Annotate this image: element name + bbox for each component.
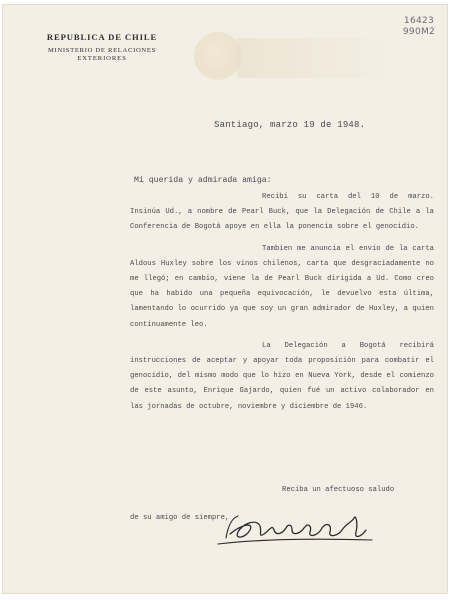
closing-signoff: de su amigo de siempre, bbox=[130, 514, 230, 522]
letterhead bbox=[2, 32, 202, 62]
paragraph-3: La Delegación a Bogotá recibirá instrucciones de aceptar y apoyar toda proposición para combatir el genocidio, del mismo modo que lo hizo en Nueva York, desde el comienzo de este asunto, Enrique Gajardo, quien fué un activo colaborador en las jornadas de octubre, noviembre y diciembre de 1946. bbox=[130, 341, 434, 411]
letter-date: Santiago, marzo 19 de 1948. bbox=[214, 120, 366, 130]
letterhead-ministry: MINISTERIO DE RELACIONES bbox=[47, 47, 156, 54]
archive-reference-line2: 990M2 bbox=[402, 27, 436, 37]
letter-page bbox=[2, 4, 448, 594]
letter-body bbox=[130, 190, 434, 421]
letterhead-country: REPUBLICA DE CHILE bbox=[46, 32, 158, 42]
paragraph-1: Recibí su carta del 10 de marzo. Insinúa Ud., a nombre de Pearl Buck, que la Delegación de Chile a la Conferencia de Bogotá apoye en ella la ponencia sobre el genocidio. bbox=[130, 193, 434, 232]
handwritten-signature bbox=[212, 504, 382, 556]
archive-reference bbox=[394, 16, 444, 38]
paragraph-2: Tambien me anuncia el envío de la carta Aldous Huxley sobre los vinos chilenos, carta que desgraciadamente no me llegó; en cambio, viene la de Pearl Buck dirigida a Ud. Como creo que ha habido una pequeña equivocación, le devuelvo esta última, lamentando lo ocurrido ya que soy un gran admirador de Huxley, a quien continuamente leo. bbox=[130, 244, 434, 329]
salutation: Mi querida y admirada amiga: bbox=[134, 176, 272, 185]
watermark-emblem bbox=[194, 32, 242, 80]
watermark-band bbox=[237, 38, 387, 78]
letterhead-ministry-cont: EXTERIORES bbox=[77, 55, 127, 62]
archive-reference-line1: 16423 bbox=[403, 16, 435, 26]
closing-greeting: Reciba un afectuoso saludo bbox=[282, 486, 395, 494]
